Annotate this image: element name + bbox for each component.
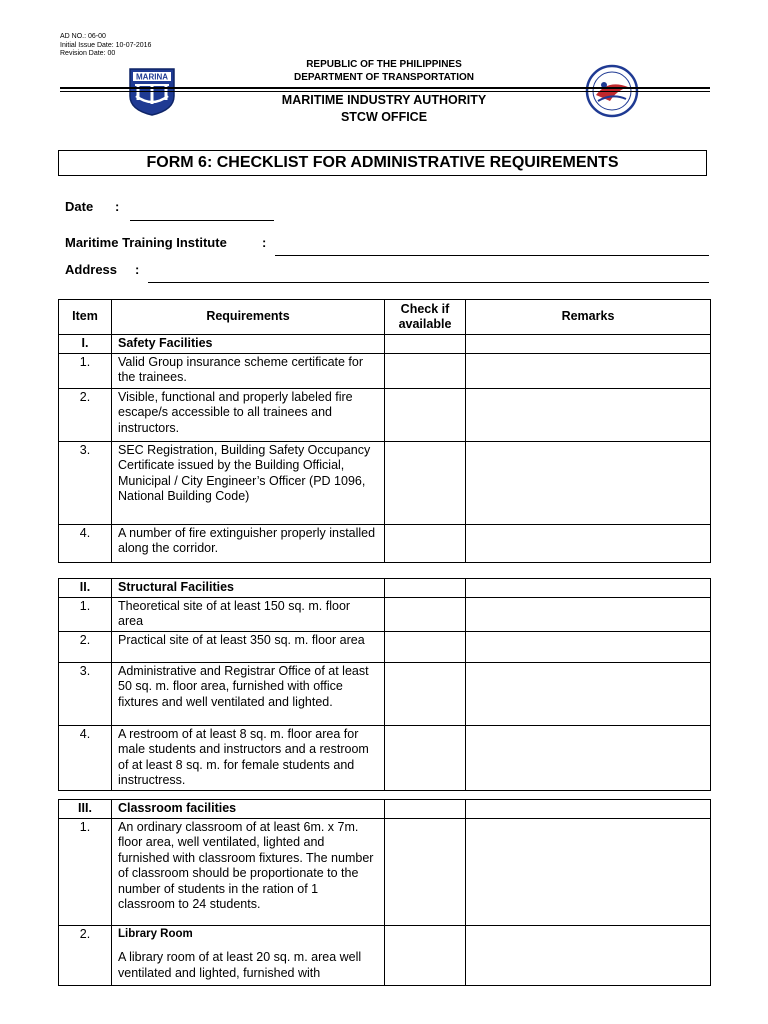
table-row (59, 925, 711, 985)
remarks-cell[interactable] (466, 800, 711, 819)
institute-label: Maritime Training Institute (65, 235, 227, 250)
header-department: DEPARTMENT OF TRANSPORTATION (294, 72, 474, 83)
header-requirements: Requirements (112, 300, 385, 335)
header-rule-thin (60, 91, 710, 92)
requirement-text: Visible, functional and properly labeled fire escape/s accessible to all trainees and instructors. (112, 388, 385, 441)
institute-field[interactable] (275, 255, 709, 256)
check-cell[interactable] (385, 388, 466, 441)
item-number: 3. (59, 662, 112, 725)
requirement-cell (112, 925, 385, 985)
remarks-cell[interactable] (466, 597, 711, 631)
remarks-cell[interactable] (466, 631, 711, 662)
remarks-cell[interactable] (466, 579, 711, 598)
requirement-text: Valid Group insurance scheme certificate for the trainees. (112, 353, 385, 388)
document-metadata (60, 33, 151, 59)
check-cell[interactable] (385, 597, 466, 631)
address-field[interactable] (148, 282, 709, 283)
header-check: Check if available (385, 300, 466, 335)
requirement-text: Theoretical site of at least 150 sq. m. floor area (112, 597, 385, 631)
remarks-cell[interactable] (466, 388, 711, 441)
remarks-cell[interactable] (466, 818, 711, 925)
header-republic: REPUBLIC OF THE PHILIPPINES (306, 59, 462, 70)
item-number: 1. (59, 818, 112, 925)
table-row (59, 597, 711, 631)
remarks-cell[interactable] (466, 662, 711, 725)
check-cell[interactable] (385, 335, 466, 354)
date-colon: : (115, 199, 120, 214)
remarks-cell[interactable] (466, 441, 711, 524)
item-number: 2. (59, 631, 112, 662)
requirement-text: SEC Registration, Building Safety Occupancy Certificate issued by the Building Official, Municipal / City Engineer’s Officer (PD 1096, National Building Code) (112, 441, 385, 524)
check-cell[interactable] (385, 579, 466, 598)
section-title: Structural Facilities (112, 579, 385, 598)
check-cell[interactable] (385, 524, 466, 562)
table-row (59, 662, 711, 725)
header-remarks: Remarks (466, 300, 711, 335)
table-row (59, 818, 711, 925)
requirement-text: A restroom of at least 8 sq. m. floor area for male students and instructors and a restroom of at least 8 sq. m. for female students and instructress. (112, 725, 385, 790)
requirements-table-classroom (58, 799, 711, 986)
remarks-cell[interactable] (466, 353, 711, 388)
requirement-text: An ordinary classroom of at least 6m. x 7m. floor area, well ventilated, lighted and furnished with classroom fixtures. The number of classroom should be proportionate to the number of students in the ration of 1 classroom to 24 students. (112, 818, 385, 925)
requirement-subtitle: Library Room (118, 927, 193, 940)
header-agency: MARITIME INDUSTRY AUTHORITY (281, 93, 487, 107)
date-field[interactable] (130, 220, 274, 221)
check-cell[interactable] (385, 353, 466, 388)
remarks-cell[interactable] (466, 524, 711, 562)
ad-number: AD NO.: 06-00 (60, 33, 106, 40)
address-label: Address (65, 262, 118, 277)
table-row (59, 631, 711, 662)
table-row (59, 388, 711, 441)
remarks-cell[interactable] (466, 335, 711, 354)
table-row (59, 441, 711, 524)
header-rule-thick (60, 87, 710, 89)
check-cell[interactable] (385, 441, 466, 524)
revision-date: Revision Date: 00 (60, 50, 116, 57)
table-row (59, 725, 711, 790)
item-number: 3. (59, 441, 112, 524)
table-row (59, 353, 711, 388)
initial-issue-date: Initial Issue Date: 10-07-2016 (60, 41, 152, 49)
marina-logo-text: MARINA (136, 72, 168, 82)
remarks-cell[interactable] (466, 925, 711, 985)
requirements-table-safety (58, 299, 711, 563)
item-number: 2. (59, 388, 112, 441)
section-row (59, 335, 711, 354)
section-number: I. (59, 335, 112, 354)
requirement-text: Practical site of at least 350 sq. m. floor area (112, 631, 385, 662)
item-number: 4. (59, 725, 112, 790)
check-cell[interactable] (385, 631, 466, 662)
check-cell[interactable] (385, 818, 466, 925)
item-number: 4. (59, 524, 112, 562)
institute-colon: : (262, 235, 267, 250)
section-row (59, 800, 711, 819)
check-cell[interactable] (385, 800, 466, 819)
section-title: Safety Facilities (112, 335, 385, 354)
item-number: 2. (59, 925, 112, 985)
requirement-text: A library room of at least 20 sq. m. area well ventilated and lighted, furnished with (118, 950, 362, 980)
item-number: 1. (59, 597, 112, 631)
header-office: STCW OFFICE (340, 110, 428, 124)
header-item: Item (59, 300, 112, 335)
table-header-row (59, 300, 711, 335)
form-title: FORM 6: CHECKLIST FOR ADMINISTRATIVE REQUIREMENTS (58, 150, 707, 176)
requirement-text: Administrative and Registrar Office of at least 50 sq. m. floor area, furnished with office fixtures and well ventilated and lighted. (112, 662, 385, 725)
section-number: III. (59, 800, 112, 819)
check-cell[interactable] (385, 662, 466, 725)
item-number: 1. (59, 353, 112, 388)
address-colon: : (135, 262, 140, 277)
check-cell[interactable] (385, 925, 466, 985)
date-label: Date (65, 199, 94, 214)
section-number: II. (59, 579, 112, 598)
section-title: Classroom facilities (112, 800, 385, 819)
requirement-text: A number of fire extinguisher properly installed along the corridor. (112, 524, 385, 562)
requirements-table-structural (58, 578, 711, 791)
section-row (59, 579, 711, 598)
remarks-cell[interactable] (466, 725, 711, 790)
table-row (59, 524, 711, 562)
check-cell[interactable] (385, 725, 466, 790)
